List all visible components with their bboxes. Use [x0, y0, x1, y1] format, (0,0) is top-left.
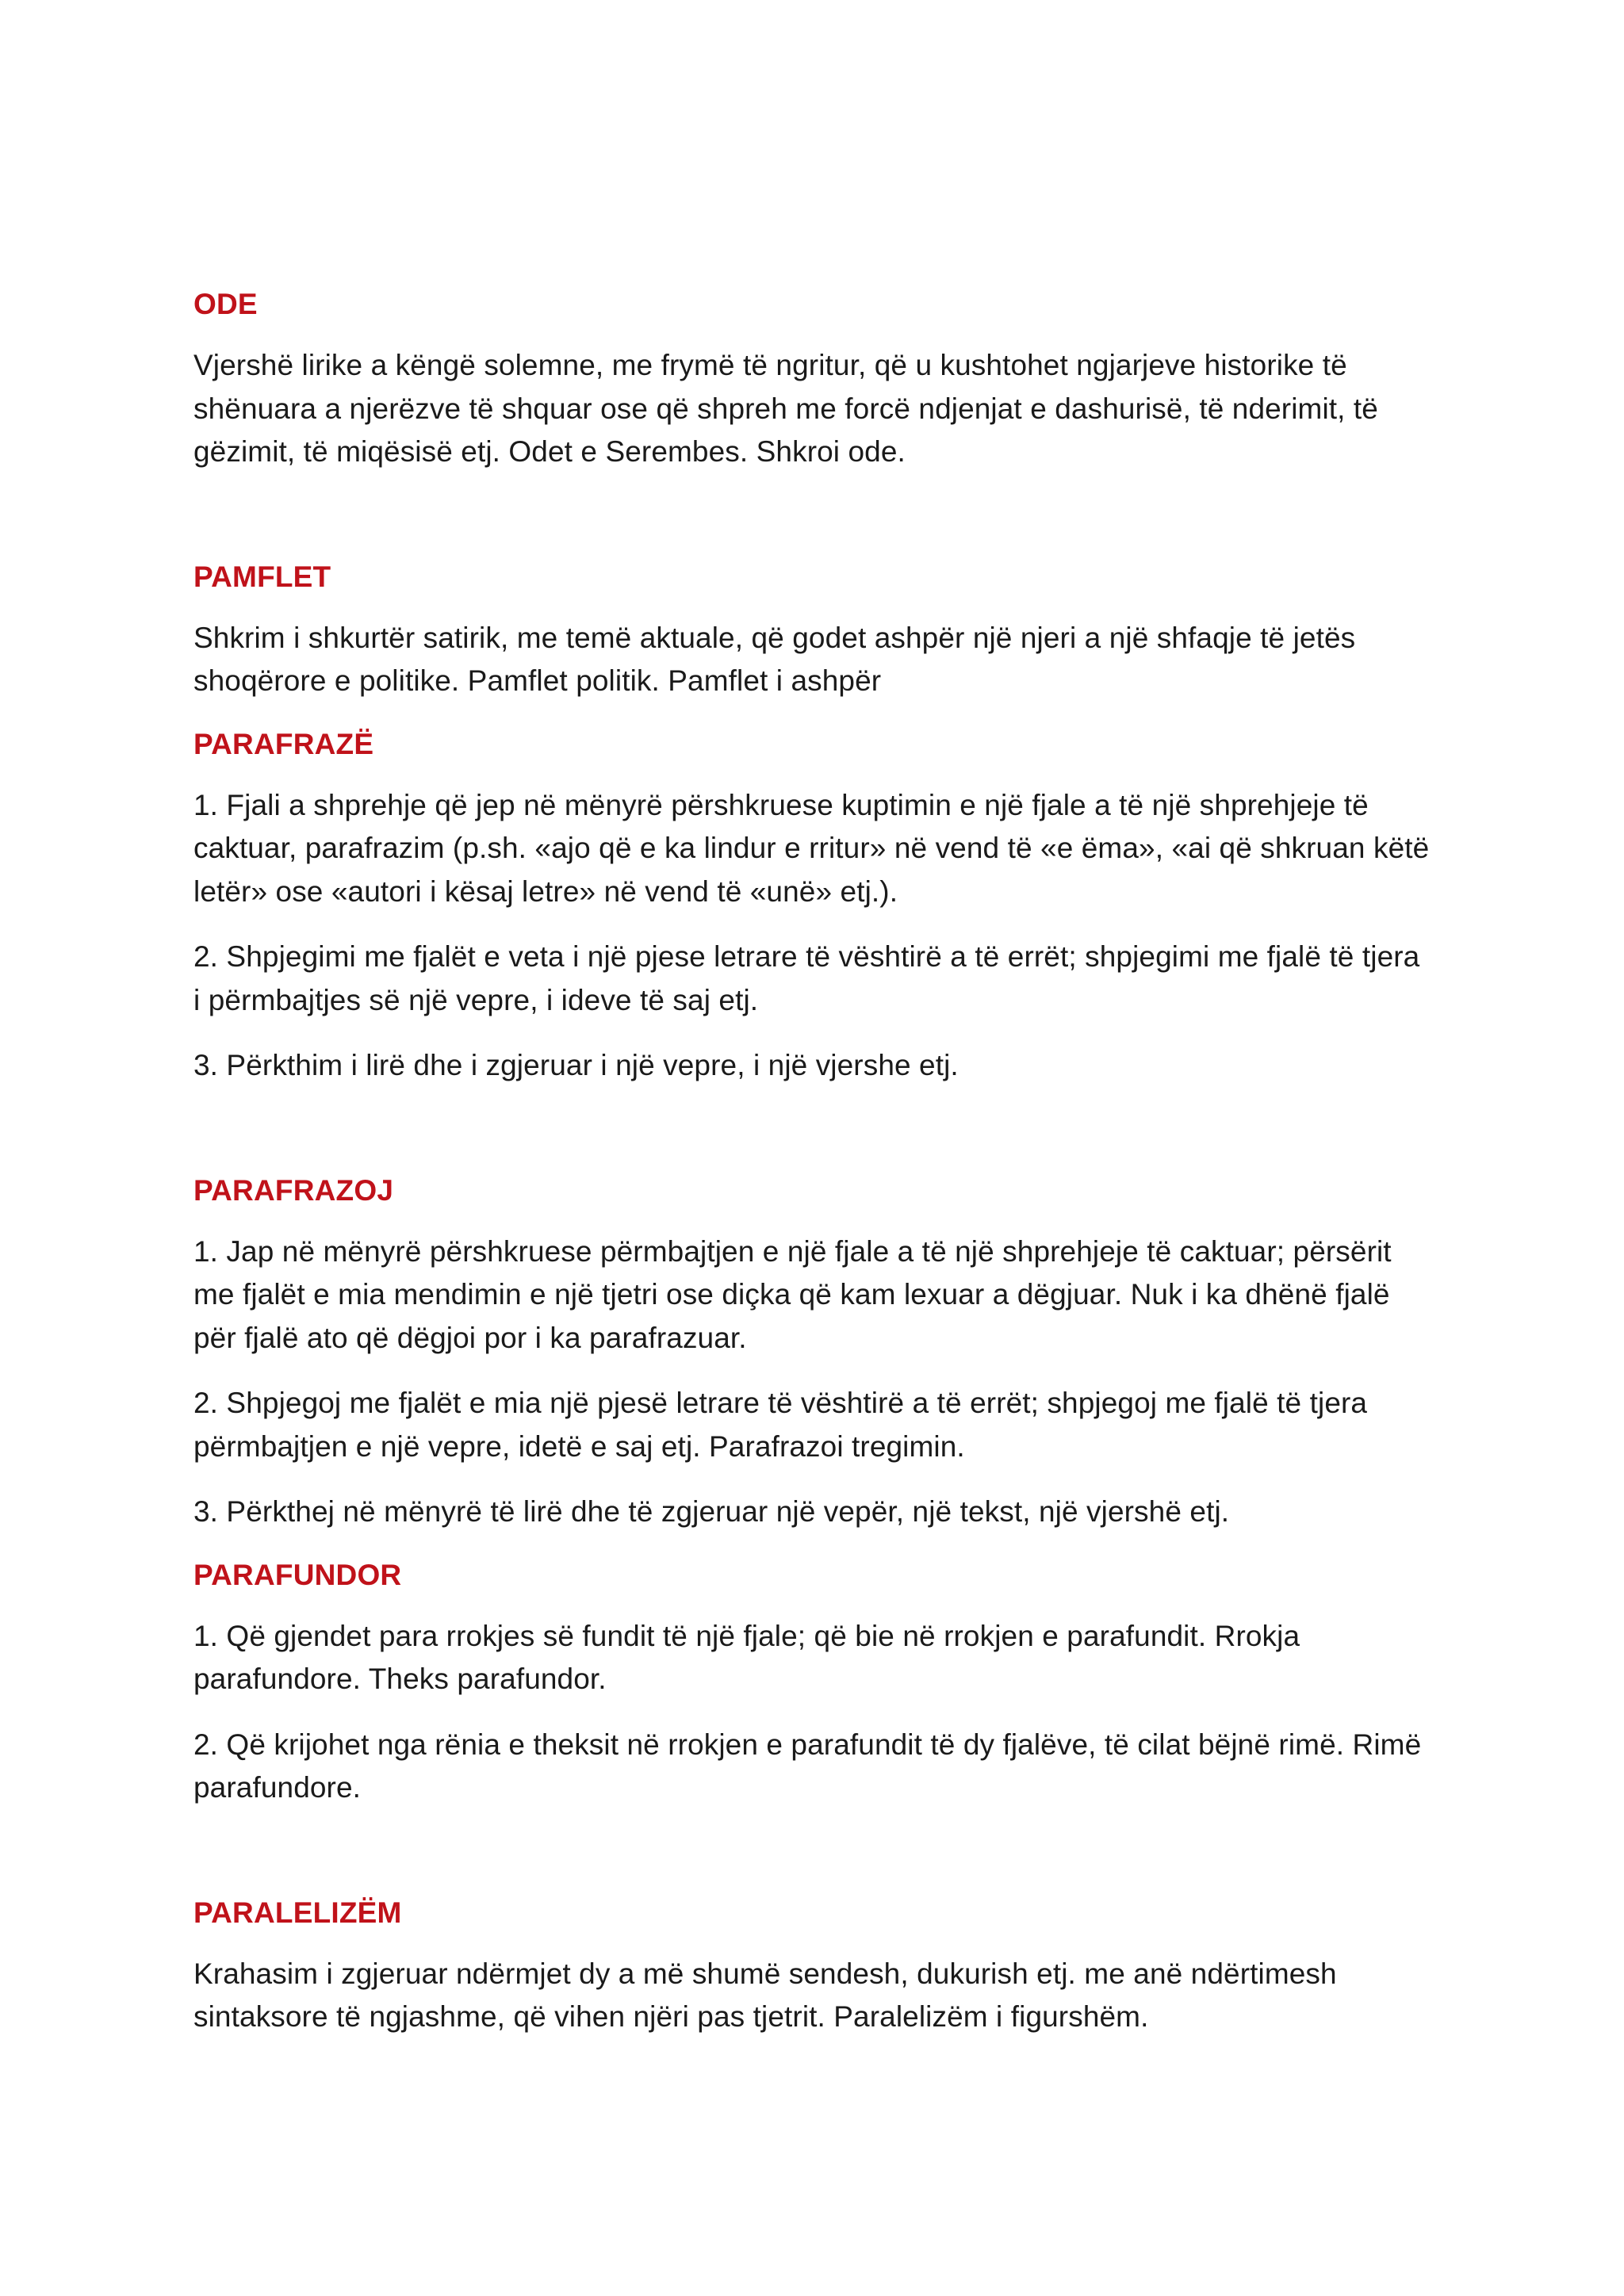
entry-definition: 2. Që krijohet nga rënia e theksit në rrokjen e parafundit të dy fjalëve, të cilat bëjnë rimë. Rimë parafundore. — [193, 1728, 1422, 1804]
entry-ode — [193, 285, 1431, 474]
entry-definition: 2. Shpjegoj me fjalët e mia një pjesë letrare të vështirë a të errët; shpjegoj me fjalë të tjera përmbajtjen e një vepre, idetë e saj etj. Parafrazoi tregimin. — [193, 1387, 1368, 1463]
entry-definition: 1. Fjali a shprehje që jep në mënyrë përshkruese kuptimin e një fjale a të një shprehjeje të caktuar, parafrazim (p.sh. «ajo që e ka lindur e rritur» në vend të «e ëma», «ai që shkruan këtë letër» ose «autori i kësaj letre» në vend të «unë» etj.). — [193, 788, 1430, 908]
entry-definition: 1. Jap në mënyrë përshkruese përmbajtjen e një fjale a të një shprehjeje të caktuar; përsërit me fjalët e mia mendimin e një tjetri ose diçka që kam lexuar a dëgjuar. Nuk i ka dhënë fjalë për fjalë ato që dëgjoi por i ka parafrazuar. — [193, 1234, 1392, 1354]
entry-parafrazoj — [193, 1172, 1431, 1534]
entry-paralelizem — [193, 1894, 1431, 2039]
entry-definition: 2. Shpjegimi me fjalët e veta i një pjese letrare të vështirë a të errët; shpjegimi me fjalë të tjera i përmbajtjes së një vepre, i ideve të saj etj. — [193, 940, 1420, 1016]
entry-term: PARALELIZËM — [193, 1896, 402, 1929]
entry-term: PARAFUNDOR — [193, 1558, 402, 1591]
entry-term: PARAFRAZË — [193, 727, 374, 760]
entry-definition: Shkrim i shkurtër satirik, me temë aktuale, që godet ashpër një njeri a një shfaqje të jetës shoqërore e politike. Pamflet politik. Pamflet i ashpër — [193, 621, 1356, 697]
entry-definition: Vjershë lirike a këngë solemne, me frymë të ngritur, që u kushtohet ngjarjeve historike të shënuara a njerëzve të shquar ose që shpreh me forcë ndjenjat e dashurisë, të nderimit, të gëzimit, të miqësisë etj. Odet e Serembes. Shkroi ode. — [193, 349, 1378, 468]
entry-parafundor — [193, 1556, 1431, 1810]
entry-term: PARAFRAZOJ — [193, 1173, 394, 1207]
entry-definition: 1. Që gjendet para rrokjes së fundit të një fjale; që bie në rrokjen e parafundit. Rrokja parafundore. Theks parafundor. — [193, 1619, 1300, 1695]
dictionary-content — [193, 285, 1431, 2061]
entry-definition: Krahasim i zgjeruar ndërmjet dy a më shumë sendesh, dukurish etj. me anë ndërtimesh sintaksore të ngjashme, që vihen njëri pas tjetrit. Paralelizëm i figurshëm. — [193, 1957, 1337, 2033]
entry-pamflet — [193, 558, 1431, 703]
entry-parafraze — [193, 725, 1431, 1088]
entry-definition: 3. Përkthej në mënyrë të lirë dhe të zgjeruar një vepër, një tekst, një vjershë etj. — [193, 1495, 1230, 1528]
entry-term: PAMFLET — [193, 560, 331, 593]
entry-term: ODE — [193, 288, 258, 320]
entry-definition: 3. Përkthim i lirë dhe i zgjeruar i një vepre, i një vjershe etj. — [193, 1049, 959, 1081]
